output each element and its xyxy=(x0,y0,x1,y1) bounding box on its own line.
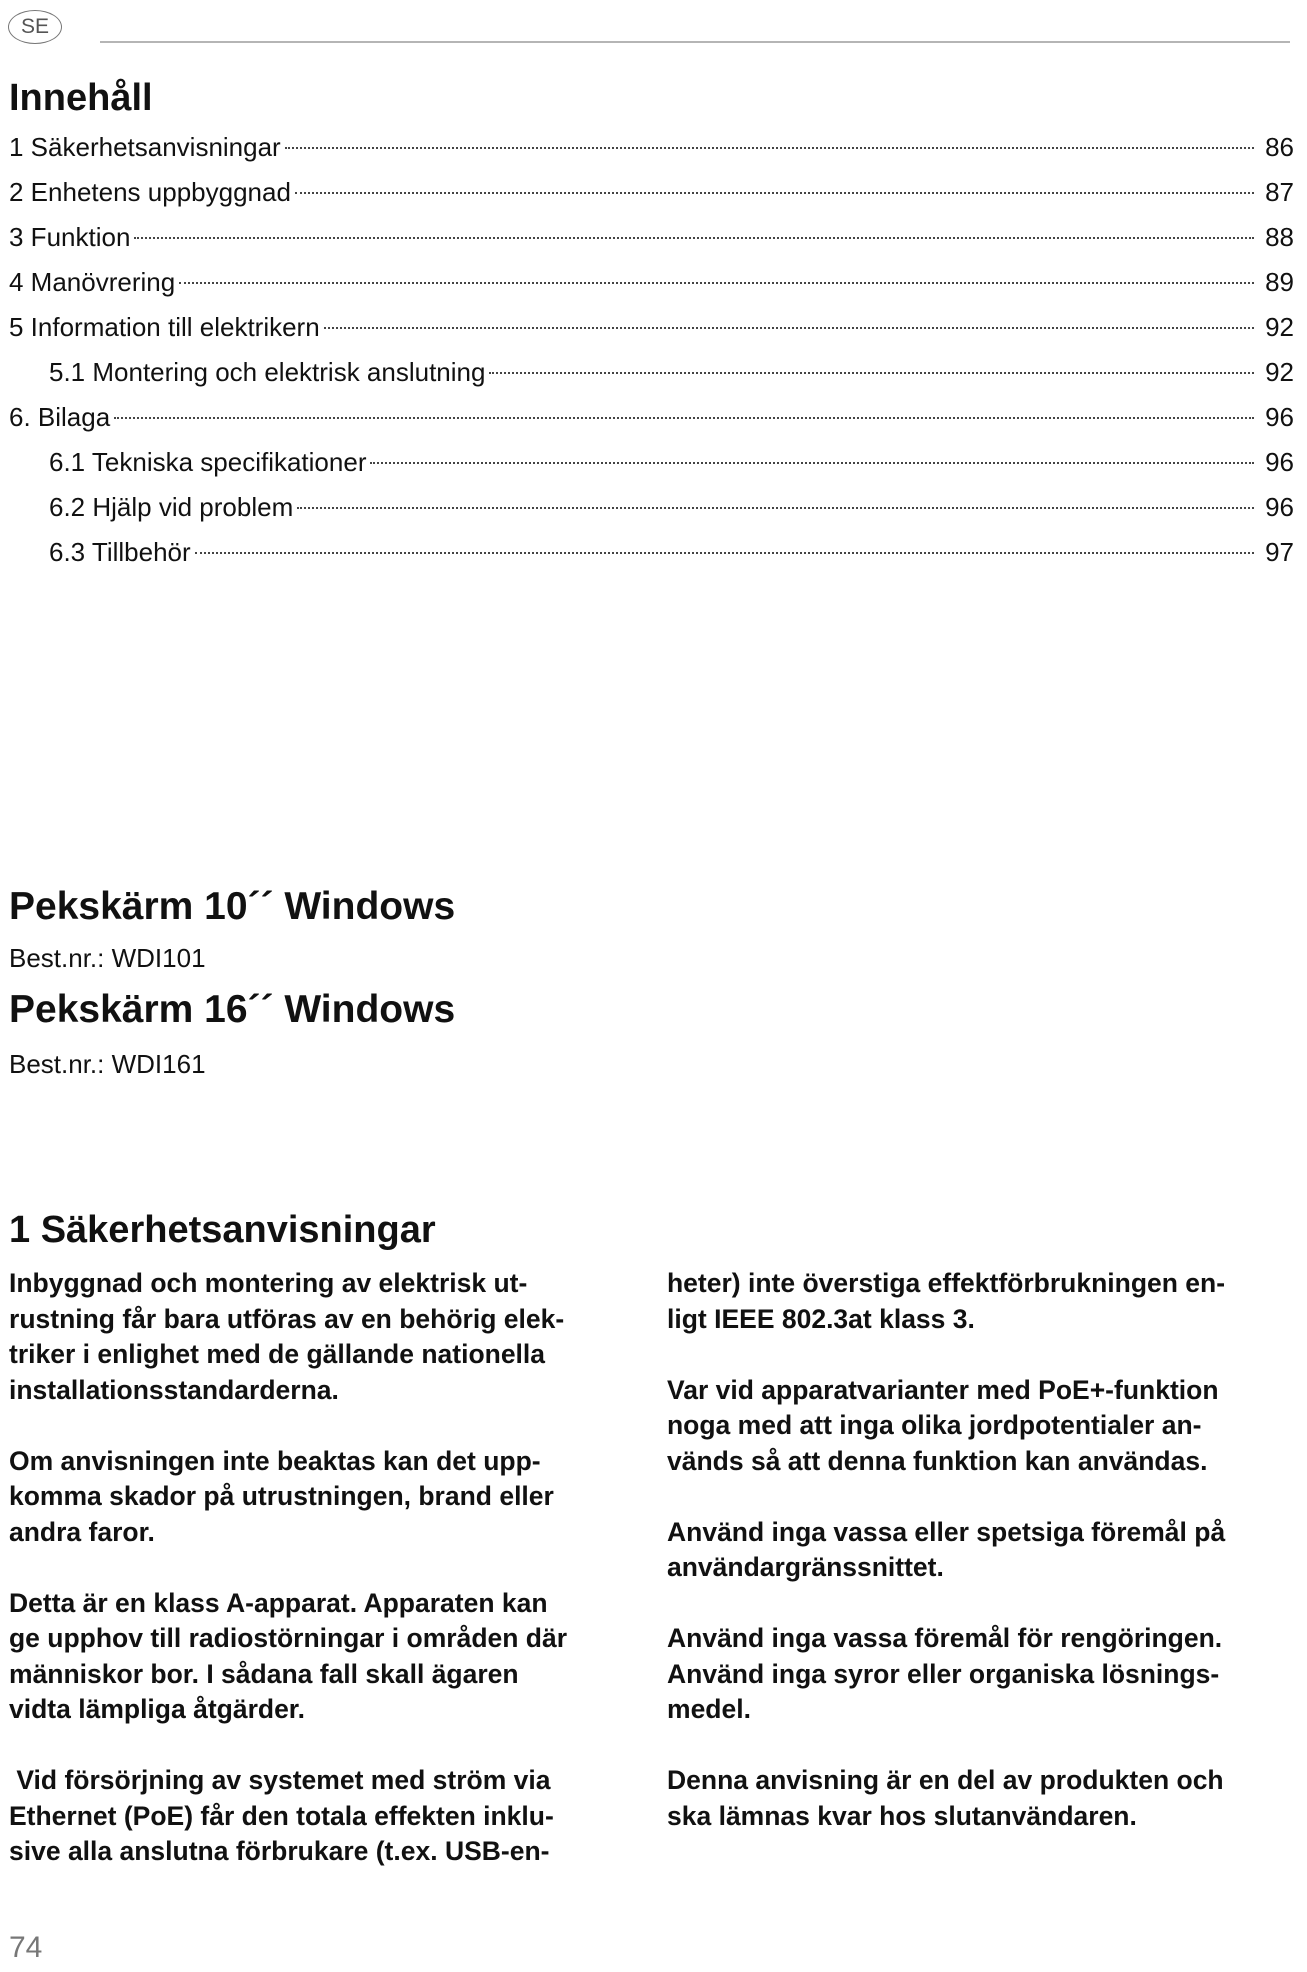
toc-entry-page: 96 xyxy=(1265,492,1294,522)
toc-entry[interactable] xyxy=(9,350,1294,395)
toc-entry[interactable] xyxy=(9,260,1294,305)
toc-entry-label: 6.2 Hjälp vid problem xyxy=(49,492,294,522)
toc-entry-page: 88 xyxy=(1265,222,1294,252)
safety-paragraph: Använd inga vassa föremål för rengöringen. Använd inga syror eller organiska lösnings- medel. xyxy=(667,1623,1223,1724)
toc-leader-dots xyxy=(114,417,1254,419)
toc-entry-label: 4 Manövrering xyxy=(9,267,176,297)
toc-entry[interactable] xyxy=(9,530,1294,575)
table-of-contents xyxy=(9,125,1294,575)
header-rule xyxy=(100,41,1290,43)
safety-text-right-column xyxy=(667,1266,1297,1870)
product-name-16: Pekskärm 16´´ Windows xyxy=(9,988,456,1031)
toc-entry[interactable] xyxy=(9,215,1294,260)
toc-entry-label: 5.1 Montering och elektrisk anslutning xyxy=(49,357,486,387)
toc-entry-page: 96 xyxy=(1265,402,1294,432)
safety-paragraph: Inbyggnad och montering av elektrisk ut- rustning får bara utföras av en behörig elek- triker i enlighet med de gällande nationella installationsstandarderna. xyxy=(9,1268,565,1405)
toc-entry-page: 86 xyxy=(1265,132,1294,162)
toc-leader-dots xyxy=(324,327,1254,329)
toc-entry[interactable] xyxy=(9,440,1294,485)
page-number: 74 xyxy=(9,1931,43,1964)
toc-entry-page: 89 xyxy=(1265,267,1294,297)
section-title: 1 Säkerhetsanvisningar xyxy=(9,1209,436,1251)
toc-entry-label: 6. Bilaga xyxy=(9,402,111,432)
toc-entry[interactable] xyxy=(9,305,1294,350)
language-badge: SE xyxy=(8,10,62,44)
safety-paragraph: Vid försörjning av systemet med ström via Ethernet (PoE) får den totala effekten inklu- sive alla anslutna förbrukare (t.ex. USB-en- xyxy=(9,1765,554,1866)
toc-entry-page: 97 xyxy=(1265,537,1294,567)
safety-paragraph: Var vid apparatvarianter med PoE+-funktion noga med att inga olika jordpotentialer an- vänds så att denna funktion kan användas. xyxy=(667,1374,1219,1476)
toc-entry-page: 92 xyxy=(1265,357,1294,387)
toc-entry[interactable] xyxy=(9,170,1294,215)
toc-entry-page: 87 xyxy=(1265,177,1294,207)
toc-leader-dots xyxy=(179,282,1254,284)
toc-entry-label: 5 Information till elektrikern xyxy=(9,312,320,342)
safety-paragraph: heter) inte överstiga effektförbrukningen en- ligt IEEE 802.3at klass 3. xyxy=(667,1268,1226,1334)
toc-entry[interactable] xyxy=(9,395,1294,440)
safety-paragraph: Om anvisningen inte beaktas kan det upp- komma skador på utrustningen, brand eller andra faror. xyxy=(9,1445,554,1547)
toc-title: Innehåll xyxy=(9,77,153,119)
safety-paragraph: Använd inga vassa eller spetsiga föremål på användargränssnittet. xyxy=(667,1516,1226,1582)
product-order-number-16: Best.nr.: WDI161 xyxy=(9,1049,206,1079)
product-name-10: Pekskärm 10´´ Windows xyxy=(9,885,456,928)
toc-entry-page: 96 xyxy=(1265,447,1294,477)
toc-leader-dots xyxy=(489,372,1254,374)
toc-entry-page: 92 xyxy=(1265,312,1294,342)
toc-leader-dots xyxy=(195,552,1254,554)
toc-entry[interactable] xyxy=(9,485,1294,530)
toc-leader-dots xyxy=(370,462,1254,464)
product-order-number-10: Best.nr.: WDI101 xyxy=(9,943,206,973)
safety-text-left-column xyxy=(9,1266,639,1905)
toc-entry-label: 3 Funktion xyxy=(9,222,131,252)
toc-entry-label: 6.3 Tillbehör xyxy=(49,537,191,567)
toc-leader-dots xyxy=(285,147,1254,149)
toc-leader-dots xyxy=(295,192,1254,194)
toc-leader-dots xyxy=(134,237,1254,239)
toc-leader-dots xyxy=(297,507,1254,509)
safety-paragraph: Detta är en klass A-apparat. Apparaten kan ge upphov till radiostörningar i områden där människor bor. I sådana fall skall ägaren vidta lämpliga åtgärder. xyxy=(9,1587,568,1724)
toc-entry-label: 2 Enhetens uppbyggnad xyxy=(9,177,291,207)
toc-entry-label: 1 Säkerhetsanvisningar xyxy=(9,132,281,162)
safety-paragraph: Denna anvisning är en del av produkten och ska lämnas kvar hos slutanvändaren. xyxy=(667,1765,1224,1831)
toc-entry-label: 6.1 Tekniska specifikationer xyxy=(49,447,367,477)
toc-entry[interactable] xyxy=(9,125,1294,170)
